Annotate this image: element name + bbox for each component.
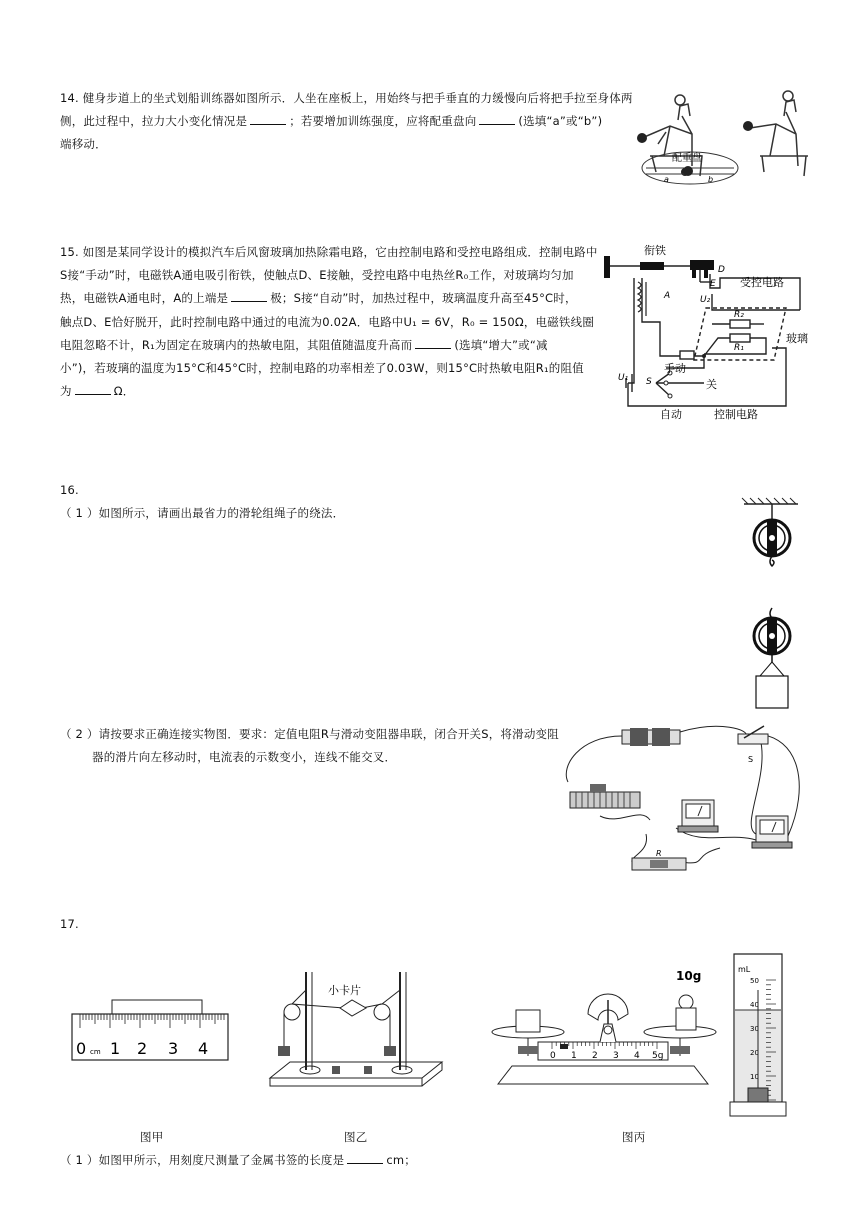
hook-weight-right bbox=[384, 1046, 396, 1056]
scale-num: 1 bbox=[571, 1051, 577, 1061]
ruler-num: 4 bbox=[198, 1039, 209, 1058]
label-resistor-R: R bbox=[656, 849, 662, 858]
label-control-circuit: 控制电路 bbox=[714, 408, 758, 421]
label-a: a bbox=[664, 175, 669, 184]
object-block bbox=[516, 1010, 540, 1032]
q16-part2a: （ 2 ）请按要求正确连接实物图．要求：定值电阻R与滑动变阻器串联，闭合开关S，将滑动变阻 bbox=[60, 727, 559, 741]
ruler-unit: cm bbox=[90, 1048, 101, 1056]
q15-text-7b: Ω． bbox=[113, 384, 135, 398]
weight-disc-icon bbox=[637, 133, 647, 143]
rheostat-icon bbox=[570, 784, 640, 808]
q15-blank-1[interactable] bbox=[231, 290, 267, 302]
label-off: 关 bbox=[706, 378, 717, 391]
label-glass: 玻璃 bbox=[786, 332, 808, 345]
q17-blank-1[interactable] bbox=[347, 1152, 383, 1164]
circuit-components-figure bbox=[560, 716, 810, 878]
q14-text-c: (选填“a”或“b”) bbox=[518, 114, 603, 128]
metal-block bbox=[748, 1088, 768, 1102]
resistor-icon bbox=[632, 858, 686, 870]
scale-balance-figure bbox=[488, 966, 728, 1096]
label-A: A bbox=[664, 291, 671, 301]
q15-line5 bbox=[60, 335, 548, 356]
q17-text-1b: cm； bbox=[386, 1153, 416, 1167]
rider bbox=[560, 1044, 568, 1049]
q14-blank-1[interactable] bbox=[250, 113, 286, 125]
label-counterweight: 配重盘 bbox=[672, 153, 702, 164]
switch-icon bbox=[738, 726, 768, 744]
voltmeter-icon bbox=[752, 816, 792, 848]
counterweight-plate-icon bbox=[683, 166, 693, 176]
q15-line2: S接“手动”时，电磁铁A通电吸引衔铁，使触点D、E接触，受控电路中电热丝R₀工作，对玻璃均匀加 bbox=[60, 268, 574, 282]
label-E: E bbox=[710, 279, 716, 289]
caption-fig-yi: 图乙 bbox=[344, 1130, 368, 1144]
cyl-num: 10 bbox=[750, 1073, 759, 1081]
label-switch-S: S bbox=[748, 755, 754, 764]
pulley-left-icon bbox=[284, 1004, 300, 1020]
q15-text-5b: (选填“增大”或“减 bbox=[454, 338, 548, 352]
q17-part1 bbox=[60, 1150, 416, 1171]
defrost-circuit-figure bbox=[600, 238, 822, 426]
q15-text-3b: 极；S接“自动”时，加热过程中，玻璃温度升高至45°C时， bbox=[270, 291, 577, 305]
q15-line7 bbox=[60, 381, 134, 402]
label-R1: R₁ bbox=[734, 343, 744, 353]
q15-line1: 15. 如图是某同学设计的模拟汽车后风窗玻璃加热除霜电路，它由控制电路和受控电路组成．控制电路中 bbox=[60, 245, 598, 259]
label-D: D bbox=[718, 265, 725, 275]
label-manual: 手动 bbox=[664, 362, 686, 375]
label-R2: R₂ bbox=[734, 310, 744, 320]
ruler-num: 0 bbox=[76, 1039, 87, 1058]
q14-line1: 14. 健身步道上的坐式划船训练器如图所示．人坐在座板上，用始终与把手垂直的力缓慢向后将把手拉至身体两 bbox=[60, 91, 633, 105]
weight-box bbox=[756, 676, 788, 708]
card-balance-figure bbox=[262, 968, 446, 1096]
q15-line4: 触点D、E恰好脱开，此时控制电路中通过的电流为0.02A．电路中U₁ = 6V，R₀ = 150Ω，电磁铁线圈 bbox=[60, 315, 595, 329]
label-card: 小卡片 bbox=[328, 984, 361, 997]
label-armature: 衔铁 bbox=[644, 244, 666, 257]
battery-icon bbox=[622, 728, 680, 746]
q15-line3 bbox=[60, 288, 577, 309]
label-U1: U₁ bbox=[618, 373, 629, 383]
q15-blank-2[interactable] bbox=[415, 337, 451, 349]
q15-line6: 小”)，若玻璃的温度为15°C和45°C时，控制电路的功率相差了0.03W，则15°C时热敏电阻R₁的阻值 bbox=[60, 361, 584, 375]
q17-text-1a: （ 1 ）如图甲所示，用刻度尺测量了金属书签的长度是 bbox=[60, 1153, 345, 1167]
scale-num: 0 bbox=[550, 1051, 556, 1061]
weight-10g bbox=[676, 1008, 696, 1030]
q15-blank-3[interactable] bbox=[75, 383, 111, 395]
q16-num: 16. bbox=[60, 483, 79, 497]
label-auto: 自动 bbox=[660, 408, 682, 421]
label-U2: U₂ bbox=[700, 295, 711, 305]
q14-blank-2[interactable] bbox=[479, 113, 515, 125]
scale-num: 4 bbox=[634, 1051, 640, 1061]
rowing-machine-figure bbox=[630, 86, 816, 190]
caption-fig-jia: 图甲 bbox=[140, 1130, 164, 1144]
q14-text-a: 侧，此过程中，拉力大小变化情况是 bbox=[60, 114, 248, 128]
q15-text-7a: 为 bbox=[60, 384, 72, 398]
cyl-num: 50 bbox=[750, 977, 759, 985]
q14-line2 bbox=[60, 111, 602, 132]
scale-num: 3 bbox=[613, 1051, 619, 1061]
caption-fig-bing: 图丙 bbox=[622, 1130, 646, 1144]
contact-block bbox=[690, 260, 714, 270]
cyl-num: 30 bbox=[750, 1025, 759, 1033]
pulley-right-icon bbox=[374, 1004, 390, 1020]
q14-line3: 端移动． bbox=[60, 137, 107, 151]
fixed-pulley-icon bbox=[754, 520, 790, 566]
label-S: S bbox=[646, 377, 652, 387]
scale-num: 2 bbox=[592, 1051, 598, 1061]
weight-disc-icon bbox=[743, 121, 753, 131]
ruler-num: 2 bbox=[137, 1039, 148, 1058]
q15-text-3a: 热，电磁铁A通电时，A的上端是 bbox=[60, 291, 229, 305]
label-ml: mL bbox=[738, 965, 751, 974]
graduated-cylinder-figure bbox=[728, 950, 790, 1120]
q16-part2b: 器的滑片向左移动时，电流表的示数变小，连线不能交叉． bbox=[92, 750, 397, 764]
cyl-num: 40 bbox=[750, 1001, 759, 1009]
label-b: b bbox=[708, 175, 714, 184]
q16-part1: （ 1 ）如图所示，请画出最省力的滑轮组绳子的绕法． bbox=[60, 506, 345, 520]
ruler-num: 3 bbox=[168, 1039, 179, 1058]
q14-text-b: ；若要增加训练强度，应将配重盘向 bbox=[289, 114, 477, 128]
pulley-figure bbox=[740, 494, 802, 714]
small-card bbox=[340, 1000, 366, 1016]
armature-block bbox=[640, 262, 664, 270]
metal-bookmark bbox=[112, 1000, 202, 1014]
q15-text-5a: 电阻忽略不计，R₁为固定在玻璃内的热敏电阻，其阻值随温度升高而 bbox=[60, 338, 413, 352]
movable-pulley-icon bbox=[754, 608, 790, 654]
q17-num: 17. bbox=[60, 917, 79, 931]
ruler-num: 1 bbox=[110, 1039, 121, 1058]
label-controlled-circuit: 受控电路 bbox=[740, 276, 784, 289]
cyl-num: 20 bbox=[750, 1049, 759, 1057]
hook-weight-left bbox=[278, 1046, 290, 1056]
ammeter-icon bbox=[678, 800, 718, 832]
armature-block bbox=[604, 256, 610, 278]
scale-num: 5g bbox=[652, 1051, 664, 1061]
ruler-figure bbox=[70, 996, 232, 1066]
label-10g: 10g bbox=[676, 969, 702, 983]
